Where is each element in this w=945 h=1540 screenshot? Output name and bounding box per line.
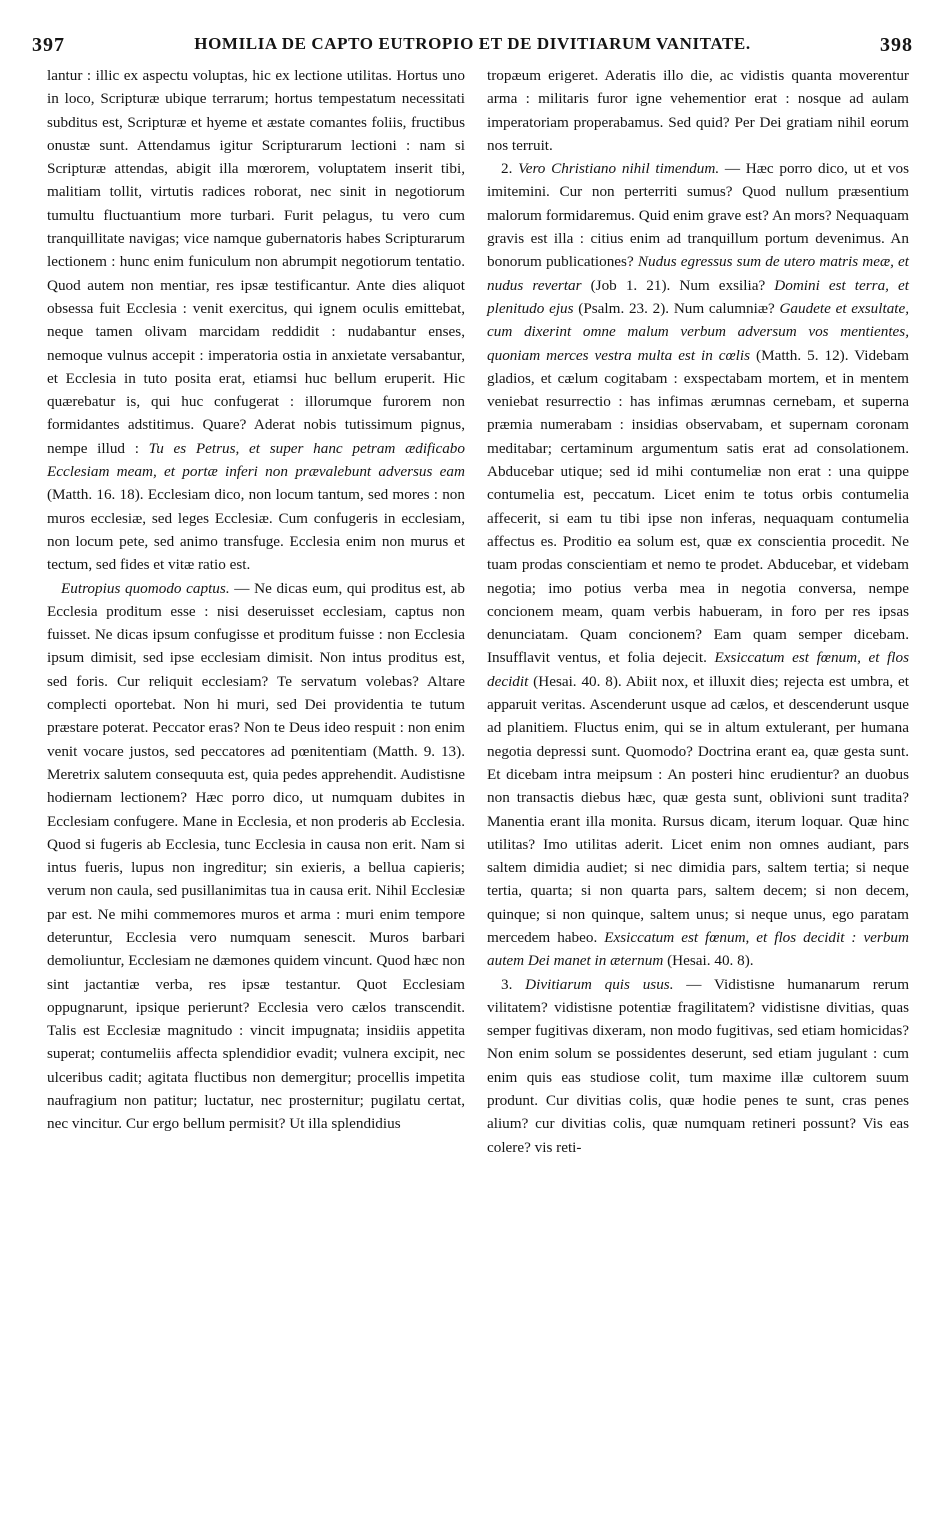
left-page-number: 397: [32, 34, 65, 56]
left-column: [47, 64, 465, 1136]
section-heading: Divitiarum quis usus.: [525, 975, 674, 993]
text-run: Videbam gladios, et cælum cogitabam : exspectabam mortem, et in mentem veniebat resurrectio : has infimas ærumnas cernebam, et superna præmia numerabam : insidias observabam, et supernam coronam meditabar; certaminum argumentum satis erat ad consolationem. Abducebar utique; sed id mihi contumeliæ non erat : una quippe contumelia est, peccatum. Licet enim te totus orbis contumelia affecerit, si eam tu tibi ipse non inferas, nequaquam contumelia affectus es. Proditio ea solum est, quæ ex conscientia procedit. Ne tuam prodas conscientiam et nemo te prodet. Abducebar, et videbam negotia; imo potius verba mea in negotia conversa, nempe concionem meam, quam verbis habueram, in foro per res ipsas denunciatam. Quam concionem? Eam quam semper dicebam. Insufflavit ventus, et folia dejecit.: [487, 346, 909, 667]
scripture-reference: (Matth. 16. 18).: [47, 486, 144, 504]
text-run: Abiit nox, et illuxit dies; rejecta est umbra, et apparuit veritas. Ascenderunt usque ad cælos, et descenderunt usque ad planitiem. Fluctus enim, qui se in altum extulerant, per humana negotia depressi sunt. Quomodo? Doctrina erant ea, quæ gesta sunt. Et dicebam intra meipsum : An posteri hinc erudientur? an duobus non transactis diebus hæc, quæ gesta sunt, oblivioni sunt tradita? Manentia erant illa monita. Rursus dicam, iterum loquar. Quæ hinc utilitas? Imo utilitas aderit. Licet enim non omnes audiant, pars saltem dimidia audiet; si nec dimidia pars, saltem tertia; si neque tertia, quarta; si non quarta pars, saltem decem; si non decem, quinque; si non quinque, saltem unus; si neque unus, ego paratam mercedem habeo.: [487, 672, 910, 946]
section-number: 2.: [501, 160, 513, 178]
text-run: lantur : illic ex aspectu voluptas, hic ex lectione utilitas. Hortus uno in loco, Scripturæ ubique terrarum; hortus tempestatum necessitati subditus est, Scripturæ et hyeme et æstate comantes foliis, fructibus onustæ sunt. Attendamus igitur Scripturarum lectioni : nam si Scripturæ attendas, abigit illa mœrorem, voluptatem inserit tibi, malitiam tollit, virtutis radices roborat, nec sinit in negotiorum tumultu fluctuantium more turbari. Furit pelagus, tu vero cum tranquillitate navigas; vice namque gubernatoris habes Scripturarum lectionem : hunc enim funiculum non abrumpit negotiorum tentatio. Quod autem non mentiar, res ipsæ testificantur. Ante dies aliquot obsessa fuit Ecclesia : venit exercitus, qui ignem oculis emittebat, neque tamen olivam marcidam reddidit : nudabantur enses, nemoque vulnus accepit : imperatoria ostia in anxietate versabantur, et Ecclesia in tuto posita erat, etiamsi huc bellum eruperit. Hic quærebatur is, qui huc confugerat : illorumque furorem non formidantes adstitimus. Quare? Aderat nobis tutissimum pignus, nempe illud :: [47, 67, 465, 457]
scripture-reference: (Job 1. 21).: [590, 276, 671, 294]
scripture-reference: (Psalm. 23. 2).: [578, 299, 670, 317]
right-column: [487, 64, 909, 1159]
scripture-reference: (Hesai. 40. 8).: [533, 672, 622, 690]
text-run: Num calumniæ?: [673, 299, 775, 317]
section-number: 3.: [501, 975, 513, 993]
scripture-quote: Tu es Petrus, et super hanc petram ædificabo Ecclesiam meam, et portæ inferi non prævalebunt adversus eam: [47, 439, 465, 481]
paragraph: [47, 577, 465, 1136]
right-page-number: 398: [880, 34, 913, 56]
scripture-reference: (Hesai. 40. 8).: [667, 952, 754, 970]
section-heading: Vero Christiano nihil timendum.: [518, 160, 720, 178]
scripture-quote: Nudus egressus sum de utero matris meæ, et nudus revertar: [487, 253, 910, 294]
text-run: Num exsilia?: [679, 276, 766, 294]
paragraph: [487, 157, 909, 972]
scripture-quote: Gaudete et exsultate, cum dixerint omne malum verbum adversum vos mentientes, quoniam merces vestra multa est in cœlis: [487, 299, 910, 364]
text-run: tropæum erigeret. Aderatis illo die, ac vidistis quanta moverentur arma : militaris furor igne vehementior erat : nosque ad aulam imperatoriam properabamus. Sed quid? Per Dei gratiam nihil eorum nos terruit.: [487, 67, 909, 154]
header-title: HOMILIA DE CAPTO EUTROPIO ET DE DIVITIARUM VANITATE.: [194, 34, 751, 53]
scripture-quote: Exsiccatum est fœnum, et flos decidit : verbum autem Dei manet in æternum: [487, 928, 909, 970]
paragraph: [487, 973, 909, 1159]
paragraph: [47, 64, 465, 577]
scripture-reference: (Matth. 9. 13).: [372, 742, 466, 760]
text-run: — Ne dicas eum, qui proditus est, ab Ecclesia proditum esse : nisi deseruisset ecclesiam, captus non fuisset. Ne dicas ipsum confugisse et proditum fuisse : non Ecclesia ipsum dimisit, sed ipse ecclesiam dimisit. Non intus proditus est, sed foris. Cur reliquit ecclesiam? Te servatum volebas? Altare complecti oportebat. Non hi muri, sed Dei providentia te tutum præstare poterat. Peccator eras? Non te Deus ideo respuit : non enim venit vocare justos, sed peccatores ad pœnitentiam: [47, 579, 466, 760]
text-run: Meretrix salutem consequuta est, quia pedes apprehendit. Audistisne hodiernam lectionem? Hæc porro dico, ut numquam dubites in Ecclesiam confugere. Mane in Ecclesia, et non proderis ab Ecclesia. Quod si fugeris ab Ecclesia, tunc Ecclesia in causa non erit. Nam si intus fueris, lupus non ingreditur; sin exieris, a bellua capieris; verum non caula, sed pusillanimitas tua in causa erit. Nihil Ecclesiæ par est. Ne mihi commemores muros et arma : muri enim tempore deteruntur, Ecclesia vero numquam senescit. Muros barbari demoliuntur, Ecclesiam ne dæmones quidem vincunt. Quod hæc non sint jactantiæ verba, res ipsæ testantur. Quot Ecclesiam oppugnarunt, ipsique perierunt? Ecclesia vero cælos transcendit. Talis est Ecclesiæ magnitudo : vincit impugnata; insidiis appetita superat; contumeliis affecta splendidior evadit; vulnera excipit, nec ulceribus cadit; agitata fluctibus non demergitur; procellis impetita naufragium non patitur; luctatur, nec prosternitur; pugilatu certat, nec vincitur. Cur ergo bellum permisit? Ut illa splendidius: [47, 765, 465, 1133]
running-header: [30, 34, 915, 60]
section-heading: Eutropius quomodo captus.: [61, 579, 230, 597]
paragraph: [487, 64, 909, 157]
scripture-quote: Exsiccatum est fœnum, et flos decidit: [487, 649, 909, 690]
scripture-reference: (Matth. 5. 12).: [756, 346, 849, 364]
text-run: — Vidistisne humanarum rerum vilitatem? vidistisne potentiæ fragilitatem? vidistisne divitias, quas semper fugitivas dixeram, non modo fugitivas, sed etiam homicidas? Non enim solum se possidentes deserunt, sed etiam jugulant : cum enim quis eas studiose colit, tum maxime illæ cultorem suum produnt. Cur divitias colis, quæ hodie penes te sunt, cras penes alium? cur divitias colis, quæ numquam retineri possunt? Vis eas colere? vis reti-: [487, 975, 910, 1156]
scripture-quote: Domini est terra, et plenitudo ejus: [487, 276, 910, 317]
text-run: Ecclesiam dico, non locum tantum, sed mores : non muros ecclesiæ, sed leges Ecclesiæ. Cum confugeris in ecclesiam, non locum pete, sed animo transfuge. Ecclesia enim non murus et tectum, sed fides et vitæ ratio est.: [47, 486, 465, 574]
text-run: — Hæc porro dico, ut et vos imitemini. Cur non perterriti sumus? Quod nullum præsentium malorum formidaremus. Quid enim grave est? An mors? Nequaquam gravis est illa : citius enim ad tranquillum portum devenimus. An bonorum publicationes?: [487, 160, 909, 271]
